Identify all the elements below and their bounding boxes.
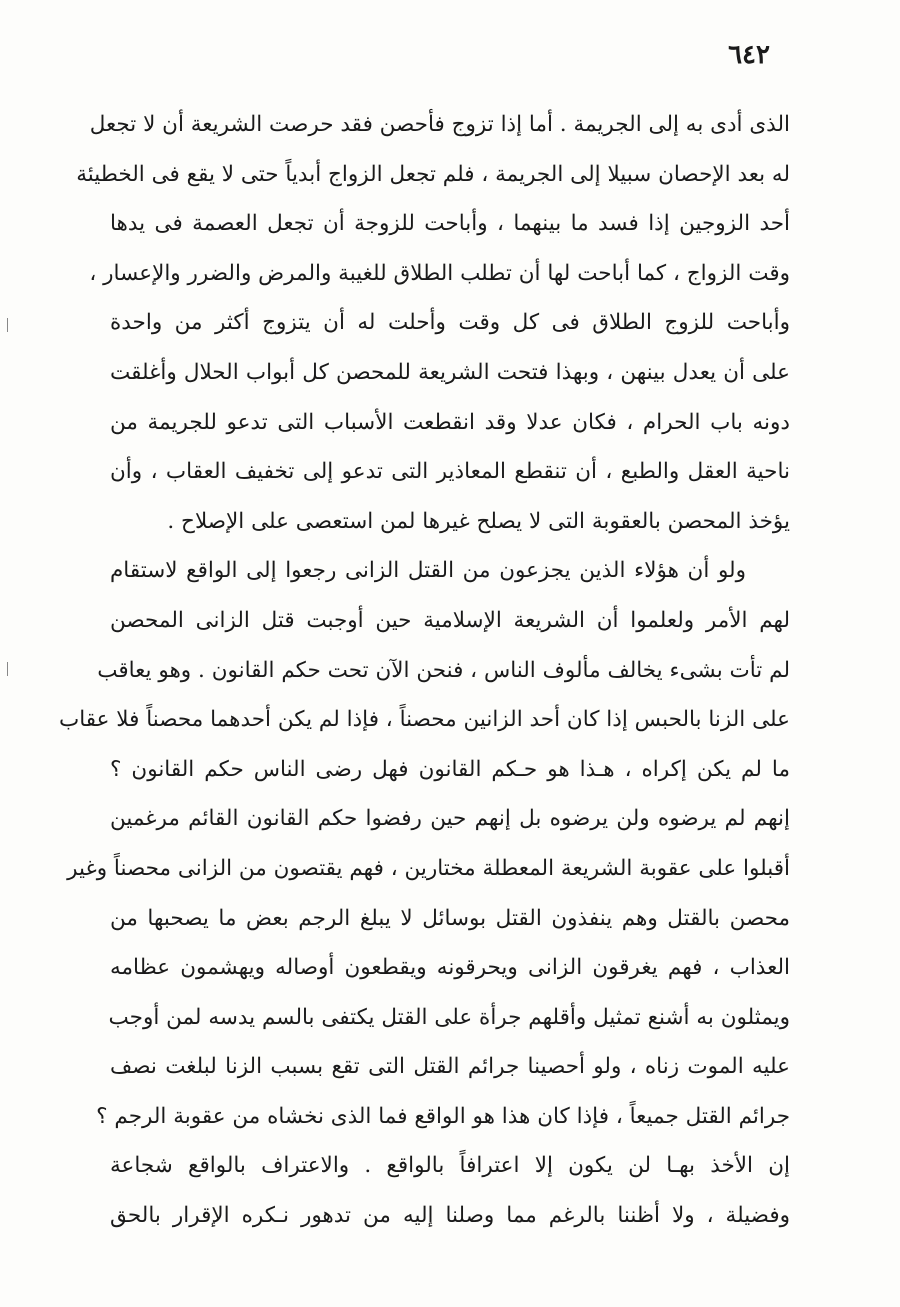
text-line: محصن بالقتل وهم ينفذون القتل بوسائل لا يبلغ الرجم بعض ما يصحبها من — [110, 905, 790, 931]
text-line: عليه الموت زناه ، ولو أحصينا جرائم القتل التى تقع بسبب الزنا لبلغت نصف — [110, 1054, 790, 1080]
text-line: ولو أن هؤلاء الذين يجزعون من القتل الزانى رجعوا إلى الواقع لاستقام — [110, 558, 746, 584]
text-line: أحد الزوجين إذا فسد ما بينهما ، وأباحت للزوجة أن تجعل العصمة فى يدها — [110, 211, 790, 237]
text-line: على الزنا بالحبس إذا كان أحد الزانين محصناً ، فإذا لم يكن أحدهما محصناً فلا عقاب — [58, 707, 790, 733]
text-line: جرائم القتل جميعاً ، فإذا كان هذا هو الواقع فما الذى نخشاه من عقوبة الرجم ؟ — [96, 1103, 790, 1129]
text-line: وفضيلة ، ولا أظننا بالرغم مما وصلنا إليه من تدهور نـكره الإقرار بالحق — [110, 1203, 790, 1229]
text-line: ناحية العقل والطبع ، أن تنقطع المعاذير التى تدعو إلى تخفيف العقاب ، وأن — [110, 459, 790, 485]
text-line: دونه باب الحرام ، فكان عدلا وقد انقطعت الأسباب التى تدعو للجريمة من — [110, 409, 790, 435]
margin-mark — [7, 318, 8, 332]
body-text — [58, 100, 790, 1241]
text-line: وأباحت للزوج الطلاق فى كل وقت وأحلت له أن يتزوج أكثر من واحدة — [110, 310, 790, 336]
text-line: الذى أدى به إلى الجريمة . أما إذا تزوج فأحصن فقد حرصت الشريعة أن لا تجعل — [89, 112, 790, 137]
text-line: أقبلوا على عقوبة الشريعة المعطلة مختارين ، فهم يقتصون من الزانى محصناً وغير — [67, 855, 790, 881]
text-line: إنهم لم يرضوه ولن يرضوه بل إنهم حين رفضوا حكم القانون القائم مرغمين — [110, 806, 790, 832]
text-line: العذاب ، فهم يغرقون الزانى ويحرقونه ويقطعون أوصاله ويهشمون عظامه — [110, 955, 790, 981]
text-line: لهم الأمر ولعلموا أن الشريعة الإسلامية حين أوجبت قتل الزانى المحصن — [110, 607, 790, 633]
text-line: لم تأت بشىء يخالف مألوف الناس ، فنحن الآن تحت حكم القانون . وهو يعاقب — [97, 657, 790, 683]
text-line: وقت الزواج ، كما أباحت لها أن تطلب الطلاق للغيبة والمرض والضرر والإعسار ، — [89, 260, 790, 286]
text-line: يؤخذ المحصن بالعقوبة التى لا يصلح غيرها لمن استعصى على الإصلاح . — [167, 508, 790, 534]
margin-mark — [7, 662, 8, 676]
text-line: ما لم يكن إكراه ، هـذا هو حـكم القانون فهل رضى الناس حكم القانون ؟ — [110, 756, 790, 782]
text-line: ويمثلون به أشنع تمثيل وأقلهم جرأة على القتل يكتفى بالسم يدسه لمن أوجب — [108, 1004, 790, 1030]
text-line: له بعد الإحصان سبيلا إلى الجريمة ، فلم تجعل الزواج أبدياً حتى لا يقع فى الخطيئة — [76, 161, 790, 187]
text-line: إن الأخذ بهـا لن يكون إلا اعترافاً بالواقع . والاعتراف بالواقع شجاعة — [110, 1153, 790, 1179]
page-number: ٦٤٢ — [728, 40, 770, 70]
text-line: على أن يعدل بينهن ، وبهذا فتحت الشريعة للمحصن كل أبواب الحلال وأغلقت — [110, 359, 790, 385]
